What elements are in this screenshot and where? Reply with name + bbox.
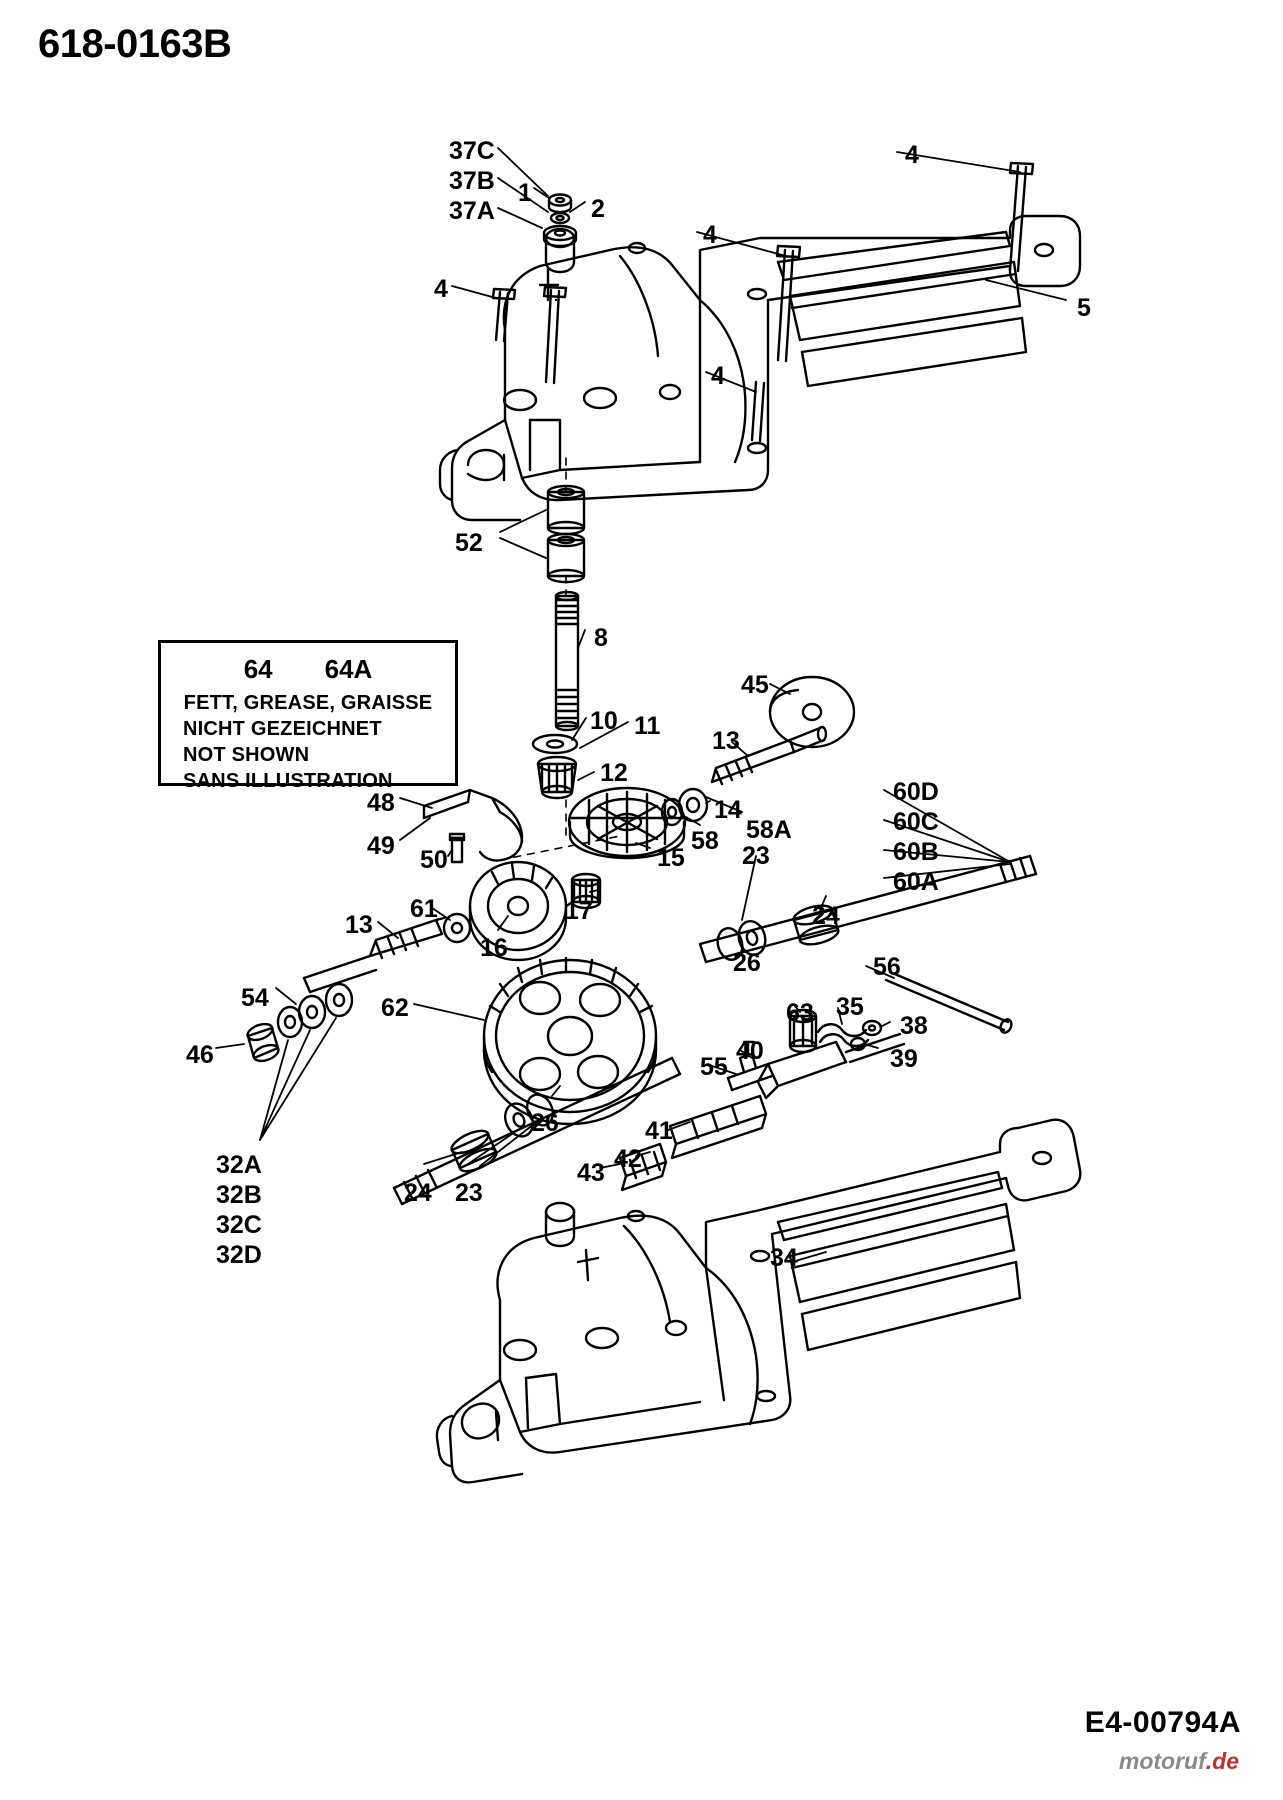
callout-46: 46 <box>186 1041 214 1069</box>
callout-49: 49 <box>367 832 395 860</box>
note-ref-64a: 64A <box>324 654 373 684</box>
callout-50: 50 <box>420 846 448 874</box>
callout-42: 42 <box>614 1145 642 1173</box>
drawing-number: E4-00794A <box>1084 1706 1241 1739</box>
washer-stack <box>278 984 352 1037</box>
watermark-name: motoruf <box>1118 1748 1206 1774</box>
note-line-de: NICHT GEZEICHNET <box>183 718 382 740</box>
callout-14: 14 <box>714 796 742 824</box>
callout-11: 11 <box>634 712 661 740</box>
callout-1: 1 <box>518 179 532 207</box>
grease-note-box <box>158 640 458 792</box>
callout-32B: 32B <box>216 1181 262 1209</box>
callout-23: 23 <box>742 842 770 870</box>
callout-23: 23 <box>455 1179 483 1207</box>
callout-26: 26 <box>531 1109 559 1137</box>
callout-32D: 32D <box>216 1241 262 1269</box>
callout-4: 4 <box>434 275 448 303</box>
callout-12: 12 <box>600 759 628 787</box>
callout-55: 55 <box>700 1053 728 1081</box>
callout-60A: 60A <box>893 868 939 896</box>
bolts-item-4 <box>493 163 1033 441</box>
note-ref-64: 64 <box>243 654 273 684</box>
callout-35: 35 <box>836 993 864 1021</box>
callout-17: 17 <box>565 897 593 925</box>
callout-5: 5 <box>1077 294 1091 322</box>
callout-39: 39 <box>890 1045 918 1073</box>
callout-41: 41 <box>645 1117 673 1145</box>
callout-45: 45 <box>741 671 769 699</box>
callout-4: 4 <box>711 362 725 390</box>
callout-16: 16 <box>480 934 508 962</box>
callout-48: 48 <box>367 789 395 817</box>
callout-37C: 37C <box>449 137 495 165</box>
callout-2: 2 <box>591 195 605 223</box>
callout-32A: 32A <box>216 1151 262 1179</box>
callout-63: 63 <box>786 999 814 1027</box>
callout-24: 24 <box>404 1179 432 1207</box>
note-line-en: NOT SHOWN <box>183 744 310 766</box>
callout-58A: 58A <box>746 816 792 844</box>
callout-37A: 37A <box>449 197 495 225</box>
callout-37B: 37B <box>449 167 495 195</box>
callout-15: 15 <box>657 844 685 872</box>
callout-34: 34 <box>770 1244 798 1272</box>
top-fasteners <box>544 195 576 247</box>
callout-38: 38 <box>900 1012 928 1040</box>
callout-58: 58 <box>691 827 719 855</box>
callout-26: 26 <box>733 949 761 977</box>
site-watermark <box>1119 1748 1239 1775</box>
disc-45 <box>770 677 854 747</box>
callout-43: 43 <box>577 1159 605 1187</box>
callout-61: 61 <box>410 895 438 923</box>
callout-52: 52 <box>455 529 483 557</box>
lower-housing <box>437 1117 1080 1483</box>
callout-40: 40 <box>736 1037 764 1065</box>
callout-10: 10 <box>590 707 618 735</box>
axle-right <box>700 856 1036 963</box>
callout-56: 56 <box>873 953 901 981</box>
callout-62: 62 <box>381 994 409 1022</box>
callout-60D: 60D <box>893 778 939 806</box>
pinion-12 <box>538 757 576 798</box>
note-line-fr: SANS ILLUSTRATION <box>183 770 393 792</box>
shaft-8 <box>556 592 578 730</box>
callout-60B: 60B <box>893 838 939 866</box>
bearing-14 <box>679 789 707 821</box>
bushing-46 <box>245 1021 280 1064</box>
upper-housing <box>440 216 1080 520</box>
shaft-13-lower <box>304 918 444 992</box>
callout-13: 13 <box>345 911 373 939</box>
page-title: 618-0163B <box>38 22 232 66</box>
callout-60C: 60C <box>893 808 939 836</box>
large-gear-62 <box>484 958 656 1124</box>
callout-4: 4 <box>905 141 919 169</box>
pin-50 <box>450 834 464 862</box>
callout-4: 4 <box>703 221 717 249</box>
washer-10 <box>533 735 577 753</box>
callout-54: 54 <box>241 984 269 1012</box>
note-line-grease: FETT, GREASE, GRAISSE <box>183 692 433 714</box>
callout-13: 13 <box>712 727 740 755</box>
callout-8: 8 <box>594 624 608 652</box>
callout-24: 24 <box>812 902 840 930</box>
watermark-tld: .de <box>1205 1748 1239 1774</box>
callout-32C: 32C <box>216 1211 262 1239</box>
